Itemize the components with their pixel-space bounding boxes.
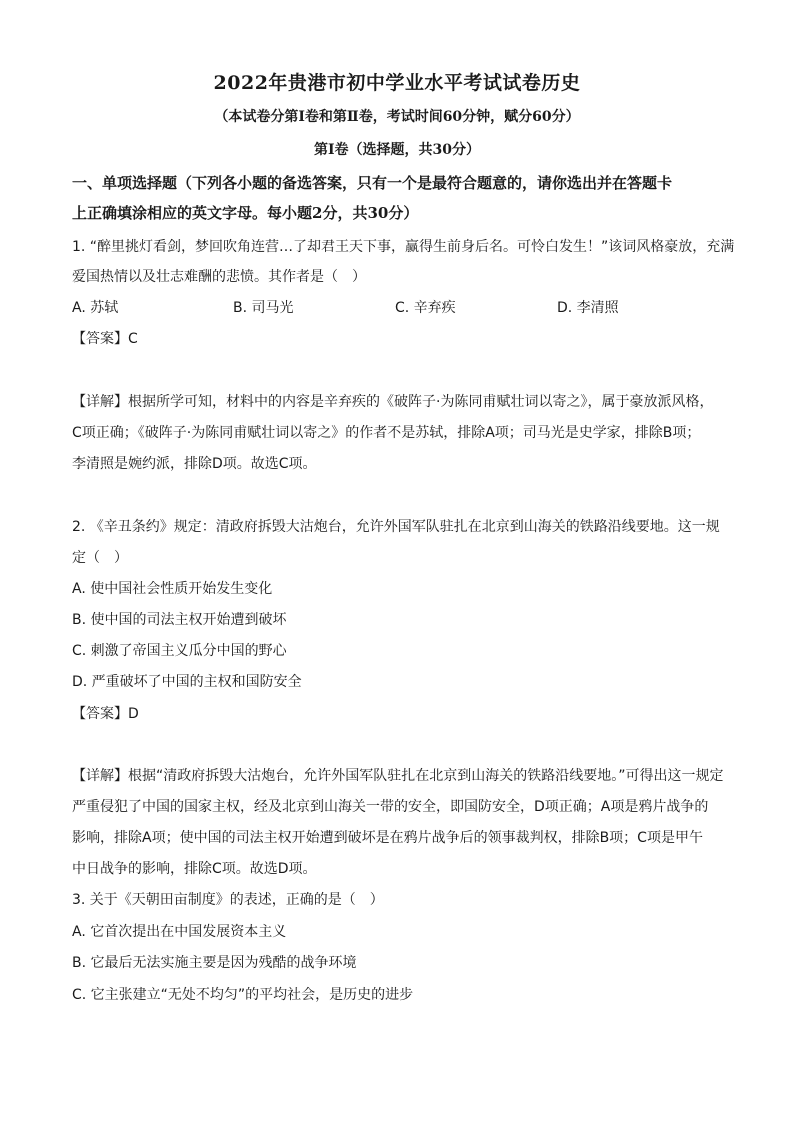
- q2-option-b: B. 使中国的司法主权开始遭到破坏: [72, 612, 287, 628]
- q3-option-b: B. 它最后无法实施主要是因为残酷的战争环境: [72, 955, 357, 971]
- q1-detail-line2: C项正确；《破阵子·为陈同甫赋壮词以寄之》的作者不是苏轼，排除A项；司马光是史学家，排除B项；: [72, 425, 701, 441]
- q2-detail-line4: 中日战争的影响，排除C项。故选D项。: [72, 861, 317, 877]
- q2-answer: 【答案】D: [72, 706, 139, 722]
- q2-detail-line2: 严重侵犯了中国的国家主权，经及北京到山海关一带的安全，即国防安全，D项正确；A项是鸦片战争的: [72, 799, 709, 815]
- q1-option-b: B. 司马光: [233, 300, 294, 316]
- q1-stem-line1: 1. “醉里挑灯看剑，梦回吹角连营…了却君王天下事，赢得生前身后名。可怜白发生！”该词风格豪放，充满: [72, 239, 735, 255]
- q2-detail-line3: 影响，排除A项；使中国的司法主权开始遭到破坏是在鸦片战争后的领事裁判权，排除B项；C项是甲午: [72, 830, 703, 846]
- q1-detail-line3: 李清照是婉约派，排除D项。故选C项。: [72, 456, 317, 472]
- q2-option-d: D. 严重破坏了中国的主权和国防安全: [72, 674, 302, 690]
- q2-stem-line2: 定（ ）: [72, 550, 128, 566]
- q2-detail-line1: 【详解】根据“清政府拆毁大沽炮台，允许外国军队驻扎在北京到山海关的铁路沿线要地。”可得出这一规定: [72, 768, 724, 784]
- q2-option-a: A. 使中国社会性质开始发生变化: [72, 581, 273, 597]
- q1-answer: 【答案】C: [72, 331, 138, 347]
- section-heading-line2: 上正确填涂相应的英文字母。每小题2分，共30分）: [72, 204, 419, 222]
- q1-option-d: D. 李清照: [557, 300, 619, 316]
- section-heading-line1: 一、单项选择题（下列各小题的备选答案，只有一个是最符合题意的，请你选出并在答题卡: [72, 174, 673, 192]
- q3-stem-line1: 3. 关于《天朝田亩制度》的表述，正确的是（ ）: [72, 892, 384, 908]
- q3-option-c: C. 它主张建立“无处不均匀”的平均社会，是历史的进步: [72, 987, 414, 1003]
- q2-stem-line1: 2. 《辛丑条约》规定：清政府拆毁大沽炮台，允许外国军队驻扎在北京到山海关的铁路沿线要地。这一规: [72, 519, 720, 535]
- exam-instructions: （本试卷分第Ⅰ卷和第Ⅱ卷，考试时间60分钟，赋分60分）: [214, 109, 580, 125]
- q1-option-a: A. 苏轼: [72, 300, 119, 316]
- q2-option-c: C. 刺激了帝国主义瓜分中国的野心: [72, 643, 287, 659]
- q1-detail-line1: 【详解】根据所学可知，材料中的内容是辛弃疾的《破阵子·为陈同甫赋壮词以寄之》，属于豪放派风格，: [72, 394, 714, 410]
- q1-stem-line2: 爱国热情以及壮志难酬的悲愤。其作者是（ ）: [72, 269, 366, 285]
- q3-option-a: A. 它首次提出在中国发展资本主义: [72, 924, 287, 940]
- volume-heading: 第Ⅰ卷（选择题，共30分）: [313, 142, 481, 158]
- page-title: 2022年贵港市初中学业水平考试试卷历史: [213, 72, 581, 94]
- q1-option-c: C. 辛弃疾: [395, 300, 456, 316]
